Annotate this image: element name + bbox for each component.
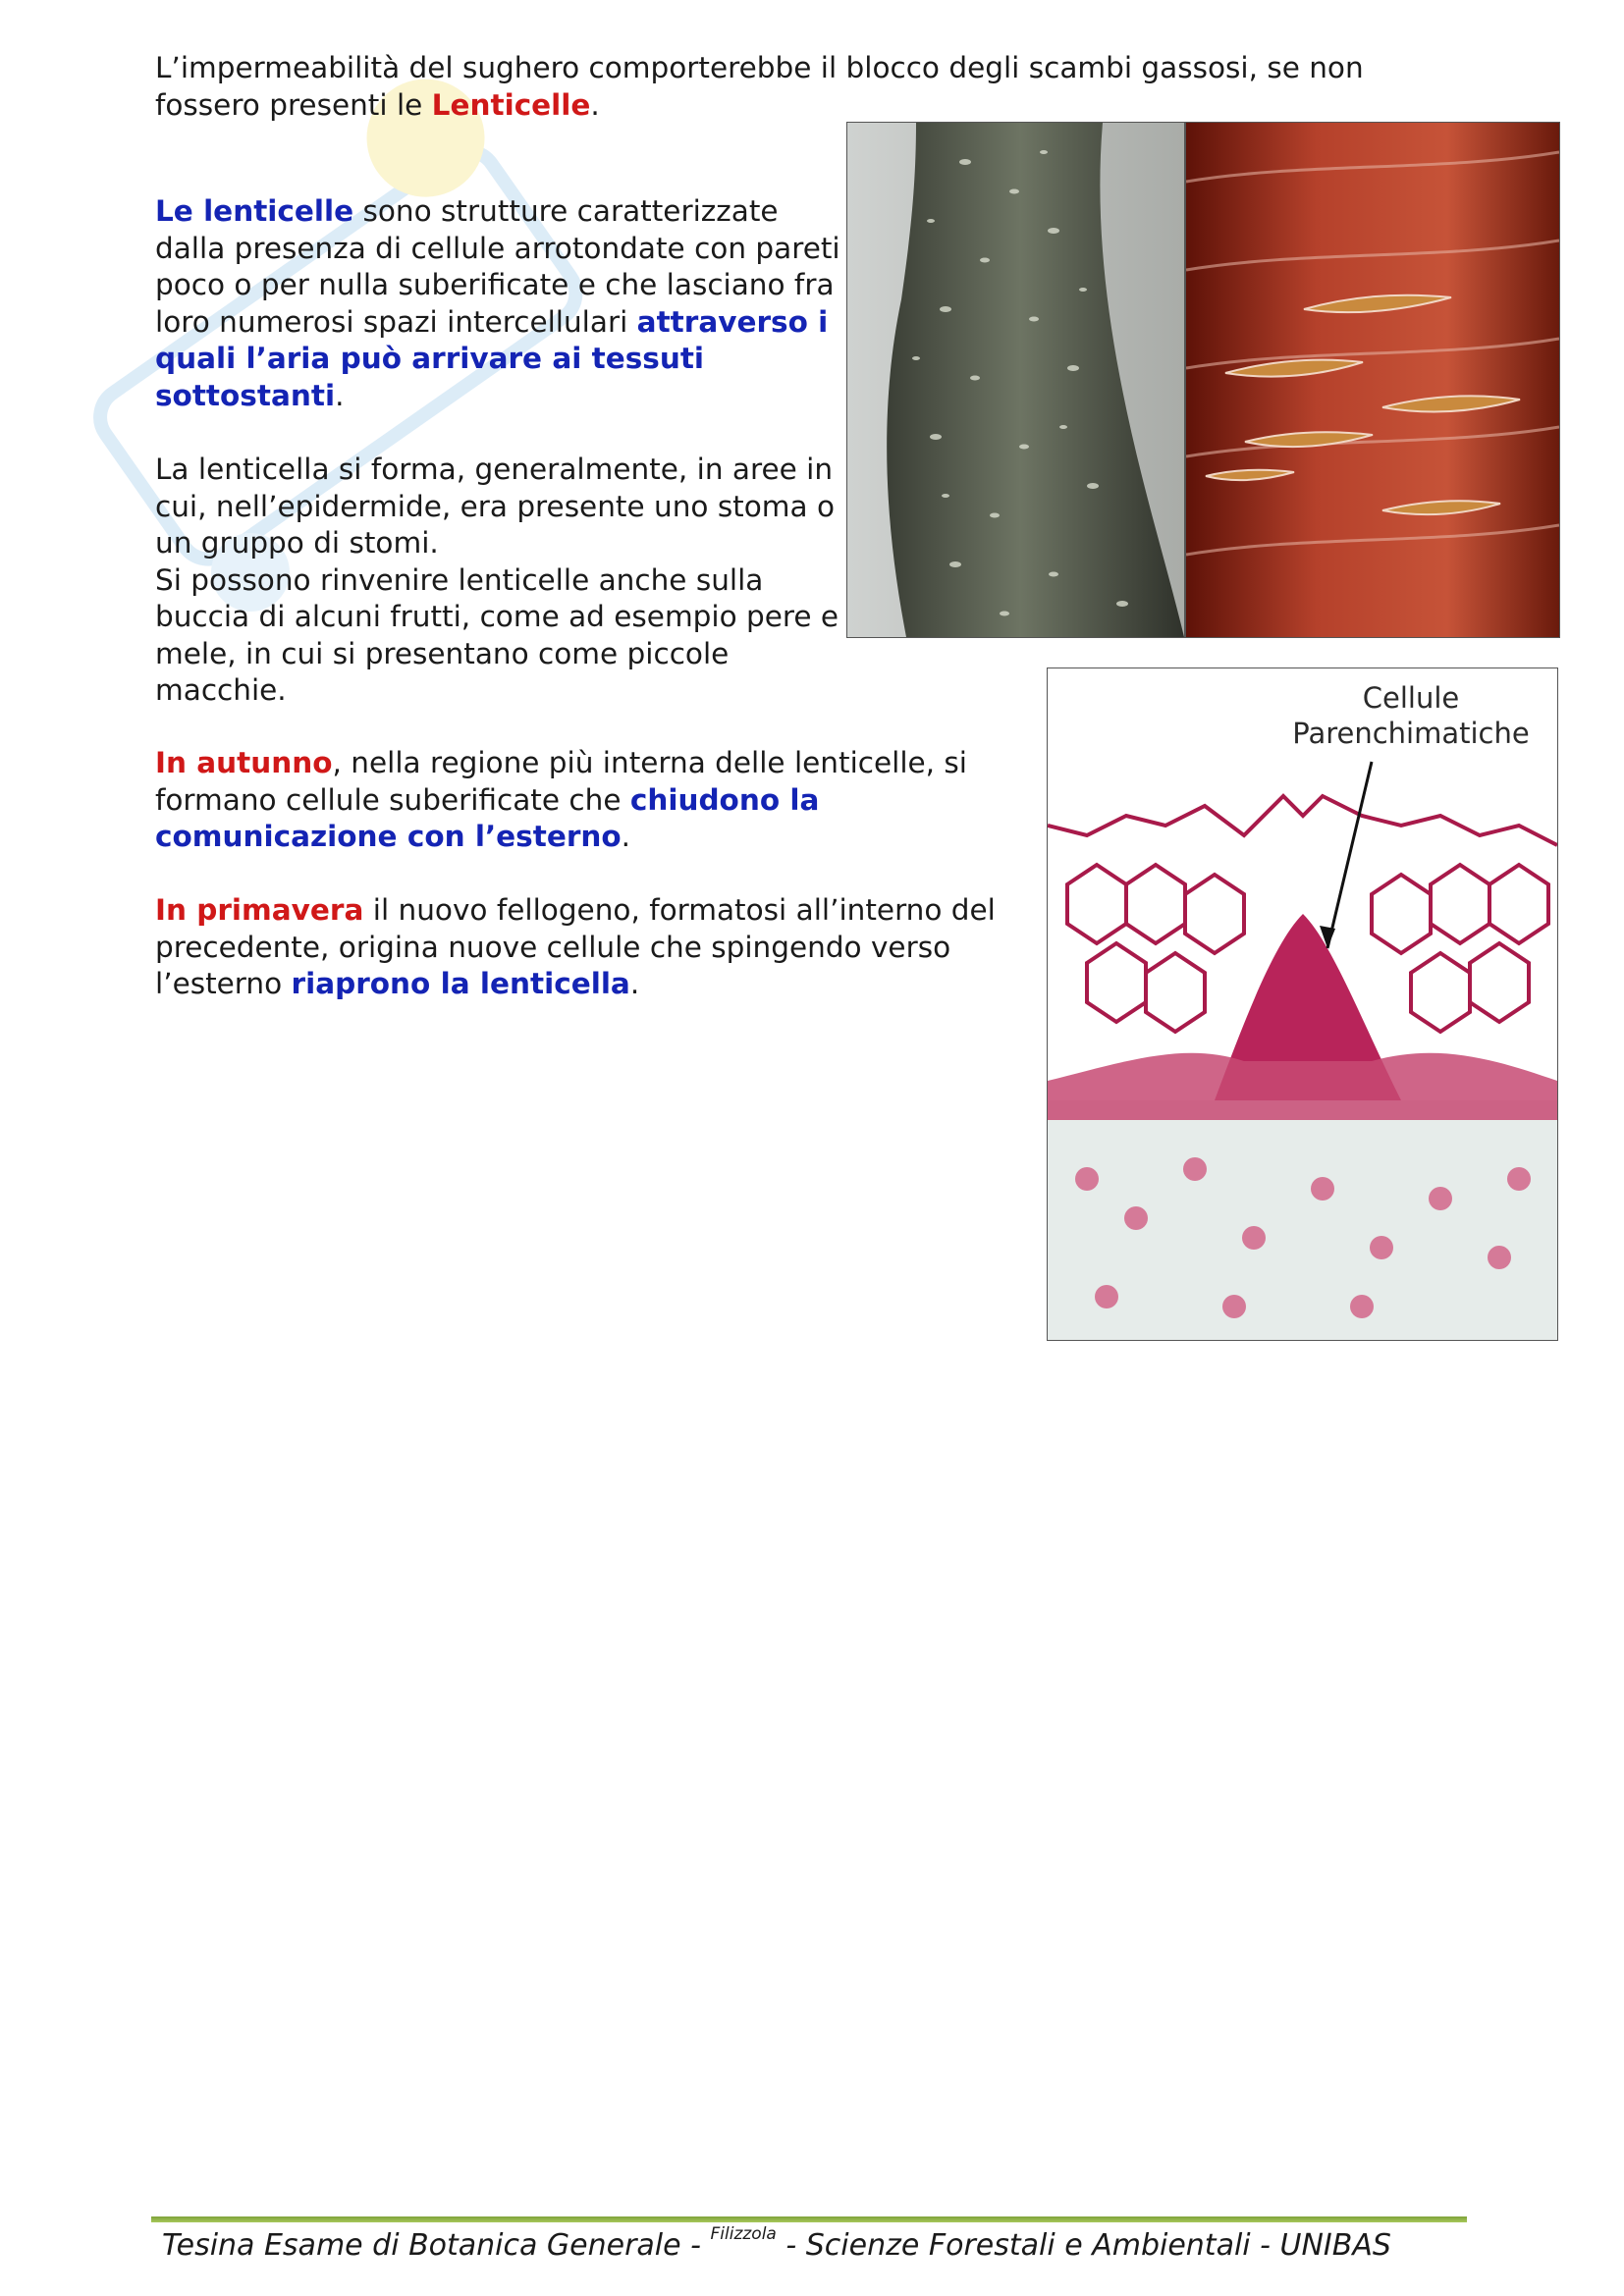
bark-lenticels-photo [846,122,1185,638]
footer-author: Filizzola [710,2224,777,2244]
spring-highlight: riaprono la lenticella [291,967,630,1000]
intro-paragraph: L’impermeabilità del sughero comporterebbe il blocco degli scambi gassosi, se non fossero presenti le Lenticelle. [155,51,1364,122]
autumn-highlight: chiudono la comunicazione con l’esterno [155,782,820,853]
autumn-lead: In autunno [155,746,333,779]
formation-paragraph: La lenticella si forma, generalmente, in aree in cui, nell’epidermide, era presente uno stoma o un gruppo di stomi. Si possono rinvenire lenticelle anche sulla buccia di alcuni frutti, come ad esempio pere e mele, in cui si presentano come piccole macchie. [155,453,839,707]
lenticelle-paragraph: Le lenticelle sono strutture caratterizzate dalla presenza di cellule arrotondate con pareti poco o per nulla suberificate e che lasciano fra loro numerosi spazi intercellulari attraverso i quali l’aria può arrivare ai tessuti sottostanti. [155,194,840,412]
footer-divider [151,2216,1467,2222]
lenticel-section-micrograph [1047,667,1558,1341]
lenticelle-lead: Le lenticelle [155,194,354,228]
parenchyma-label: Cellule Parenchimatiche [1292,681,1530,750]
autumn-paragraph: In autunno, nella regione più interna delle lenticelle, si formano cellule suberificate che chiudono la comunicazione con l’esterno. [155,746,967,853]
page-footer: Tesina Esame di Botanica Generale - $^{Filizzola}$ - Scienze Forestali e Ambientali - UNIBAS [162,2224,1391,2263]
lenticelle-term: Lenticelle [431,87,591,122]
cherry-bark-photo [1185,122,1560,638]
spring-lead: In primavera [155,893,364,927]
air-passage-highlight: attraverso i quali l’aria può arrivare ai tessuti sottostanti [155,304,829,412]
spring-paragraph: In primavera il nuovo fellogeno, formatosi all’interno del precedente, origina nuove cellule che spingendo verso l’esterno riaprono la lenticella. [155,893,996,1000]
